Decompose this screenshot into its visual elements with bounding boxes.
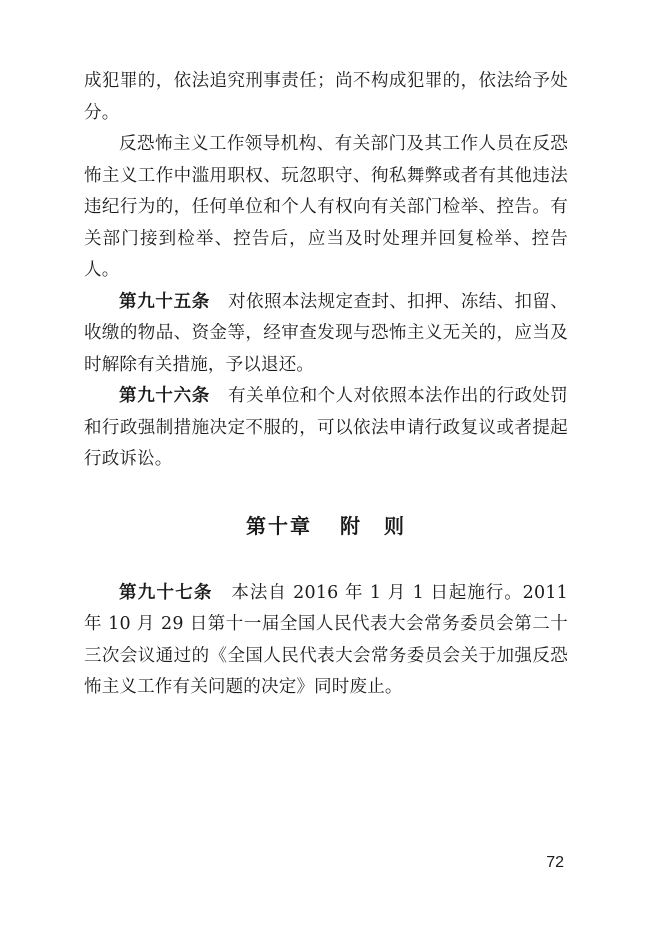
article-96 [84,381,568,476]
article-95 [84,287,568,382]
page-body [84,66,568,704]
article-97 [84,578,568,704]
article-95-number: 第九十五条 [119,291,210,312]
paragraph-supervision: 反恐怖主义工作领导机构、有关部门及其工作人员在反恐怖主义工作中滥用职权、玩忽职守、徇私舞弊或者有其他违法违纪行为的，任何单位和个人有权向有关部门检举、控告。有关部门接到检举、控告后，应当及时处理并回复检举、控告人。 [84,134,568,280]
chapter-title: 附 则 [340,513,406,538]
article-97-number: 第九十七条 [119,582,213,603]
paragraph-continuation: 成犯罪的，依法追究刑事责任；尚不构成犯罪的，依法给予处分。 [84,71,568,123]
article-96-number: 第九十六条 [119,386,210,406]
chapter-number: 第十章 [246,513,312,538]
article-96-text: 有关单位和个人对依照本法作出的行政处罚和行政强制措施决定不服的，可以依法申请行政复议或者提起行政诉讼。 [84,386,568,469]
article-97-text: 本法自 2016 年 1 月 1 日起施行。2011 年 10 月 29 日第十一届全国人民代表大会常务委员会第二十三次会议通过的《全国人民代表大会常务委员会关于加强反恐怖主义工作有关问题的决定》同时废止。 [84,582,568,697]
page-number: 72 [546,854,564,871]
chapter-heading [84,476,568,578]
article-95-text: 对依照本法规定查封、扣押、冻结、扣留、收缴的物品、资金等，经审查发现与恐怖主义无关的，应当及时解除有关措施，予以退还。 [84,291,568,375]
